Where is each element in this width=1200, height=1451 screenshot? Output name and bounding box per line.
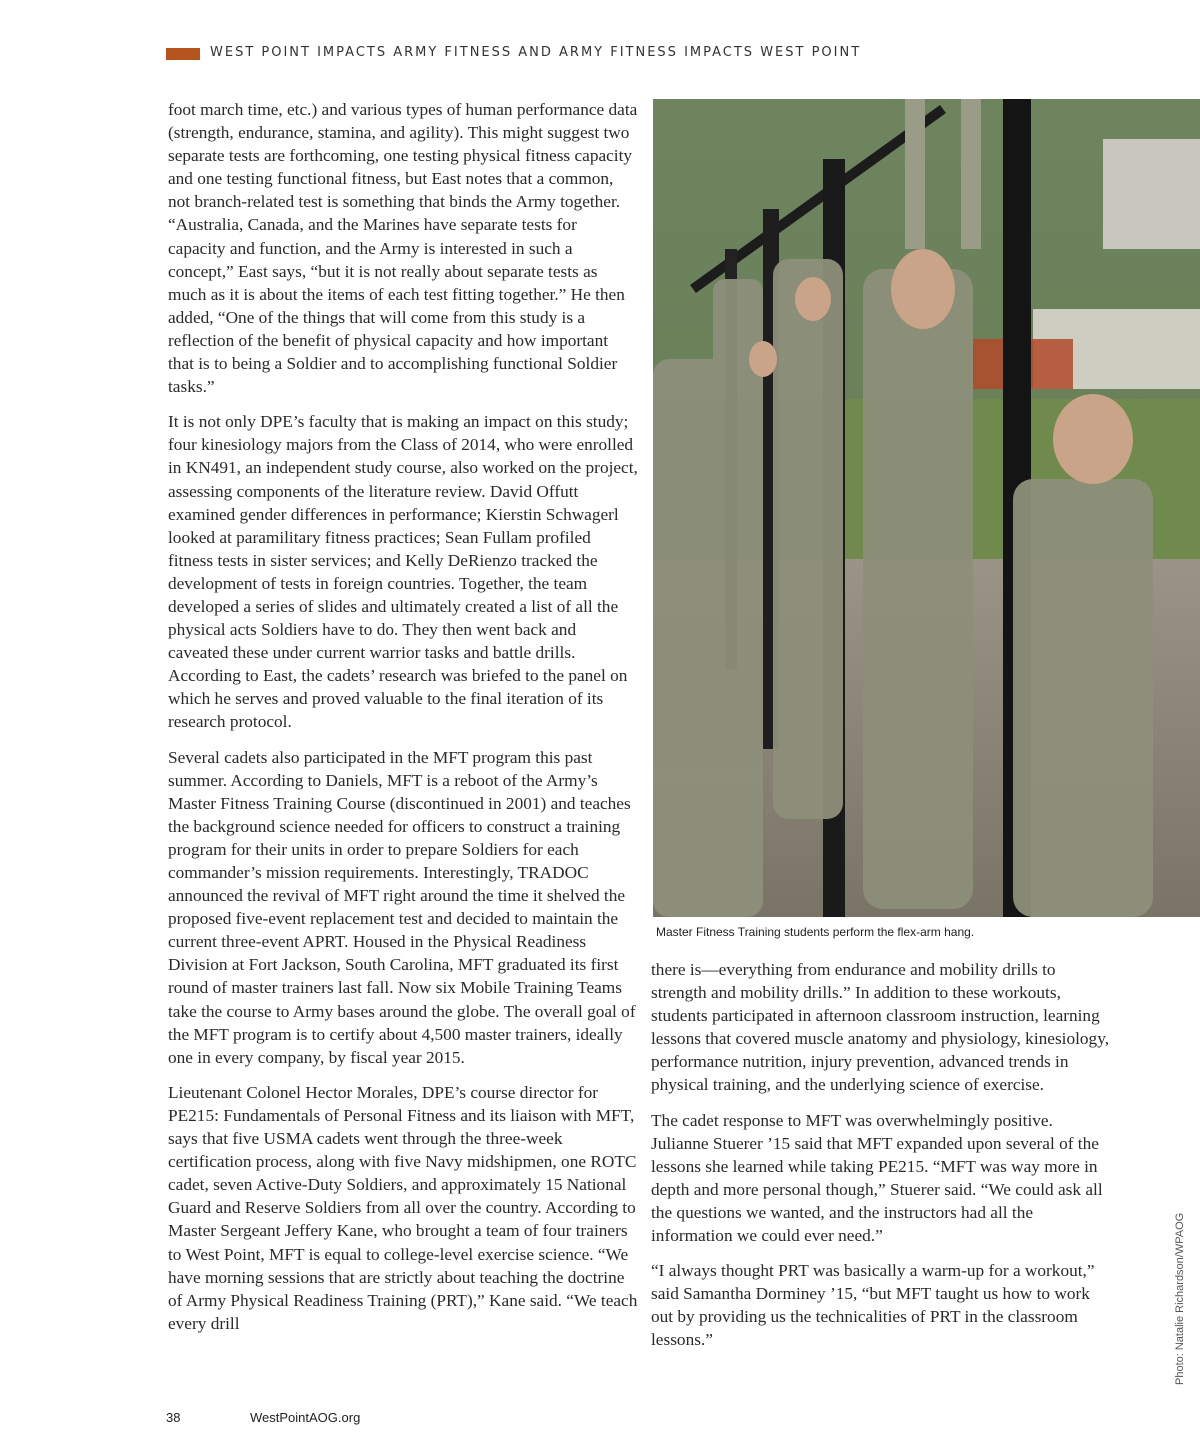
header-accent-bar (166, 48, 200, 60)
photo-illustration (653, 99, 1200, 917)
left-text-column (168, 98, 638, 1347)
paragraph: It is not only DPE’s faculty that is making an impact on this study; four kinesiology majors from the Class of 2014, who were enrolled in KN491, an independent study course, also worked on the project, assessing components of the literature review. David Offutt examined gender differences in performance; Kierstin Schwagerl looked at paramilitary fitness practices; Sean Fullam profiled fitness tests in sister services; and Kelly DeRienzo tracked the development of tests in foreign countries. Together, the team developed a series of slides and ultimately created a list of all the physical acts Soldiers have to do. They then went back and caveated these under current warrior tasks and battle drills. According to East, the cadets’ research was briefed to the panel on which he serves and proved valuable to the final iteration of its research protocol. (168, 412, 638, 732)
website-link[interactable]: WestPointAOG.org (250, 1410, 361, 1425)
paragraph: “I always thought PRT was basically a warm-up for a workout,” said Samantha Dorminey ’15, “but MFT taught us how to work out by providing us the technicalities of PRT in the classroom lessons.” (651, 1261, 1095, 1350)
paragraph: foot march time, etc.) and various types of human performance data (strength, endurance, stamina, and agility). This might suggest two separate tests are forthcoming, one testing physical fitness capacity and one testing functional fitness, but East notes that a common, not branch-related test is something that binds the Army together. “Australia, Canada, and the Marines have separate tests for capacity and function, and the Army is interested in such a concept,” East says, “but it is not really about separate tests as much as it is about the items of each test fitting together.” He then added, “One of the things that will come from this study is a reflection of the benefit of physical capacity and how important that is to being a Soldier and to accomplishing functional Soldier tasks.” (168, 100, 638, 397)
paragraph: Lieutenant Colonel Hector Morales, DPE’s course director for PE215: Fundamentals of Personal Fitness and its liaison with MFT, says that five USMA cadets went through the three-week certification process, along with five Navy midshipmen, one ROTC cadet, seven Active-Duty Soldiers, and approximately 15 National Guard and Reserve Soldiers from all over the country. According to Master Sergeant Jeffery Kane, who brought a team of four trainers to West Point, MFT is equal to college-level exercise science. “We have morning sessions that are strictly about teaching the doctrine of Army Physical Readiness Training (PRT),” Kane said. “We teach every drill (168, 1082, 638, 1333)
paragraph: there is—everything from endurance and mobility drills to strength and mobility drills.” In addition to these workouts, students participated in afternoon classroom instruction, learning lessons that covered muscle anatomy and physiology, kinesiology, performance nutrition, injury prevention, advanced trends in physical training, and the underlying science of exercise. (651, 960, 1110, 1095)
flex-arm-hang-photo (653, 99, 1200, 917)
page-number: 38 (166, 1410, 181, 1425)
paragraph: The cadet response to MFT was overwhelmingly positive. Julianne Stuerer ’15 said that MFT expanded upon several of the lessons she learned while taking PE215. “MFT was way more in depth and more personal though,” Stuerer said. “We could ask all the questions we wanted, and the instructors had all the information we could ever need.” (651, 1110, 1103, 1246)
photo-caption: Master Fitness Training students perform the flex-arm hang. (656, 925, 975, 939)
paragraph: Several cadets also participated in the MFT program this past summer. According to Daniels, MFT is a reboot of the Army’s Master Fitness Training Course (discontinued in 2001) and teaches the background science needed for officers to construct a training program for their units in order to prepare Soldiers for each commander’s mission requirements. Interestingly, TRADOC announced the revival of MFT right around the time it shelved the proposed five-event replacement test and decided to maintain the current three-event APRT. Housed in the Physical Readiness Division at Fort Jackson, South Carolina, MFT graduated its first round of master trainers last fall. Now six Mobile Training Teams take the course to Army bases around the globe. The overall goal of the MFT program is to certify about 4,500 master trainers, ideally one in every company, by fiscal year 2015. (168, 747, 636, 1067)
running-title: WEST POINT IMPACTS ARMY FITNESS AND ARMY FITNESS IMPACTS WEST POINT (210, 45, 862, 60)
right-text-column (651, 958, 1113, 1364)
photo-credit: Photo: Natalie Richardson/WPAOG (1174, 1212, 1186, 1385)
